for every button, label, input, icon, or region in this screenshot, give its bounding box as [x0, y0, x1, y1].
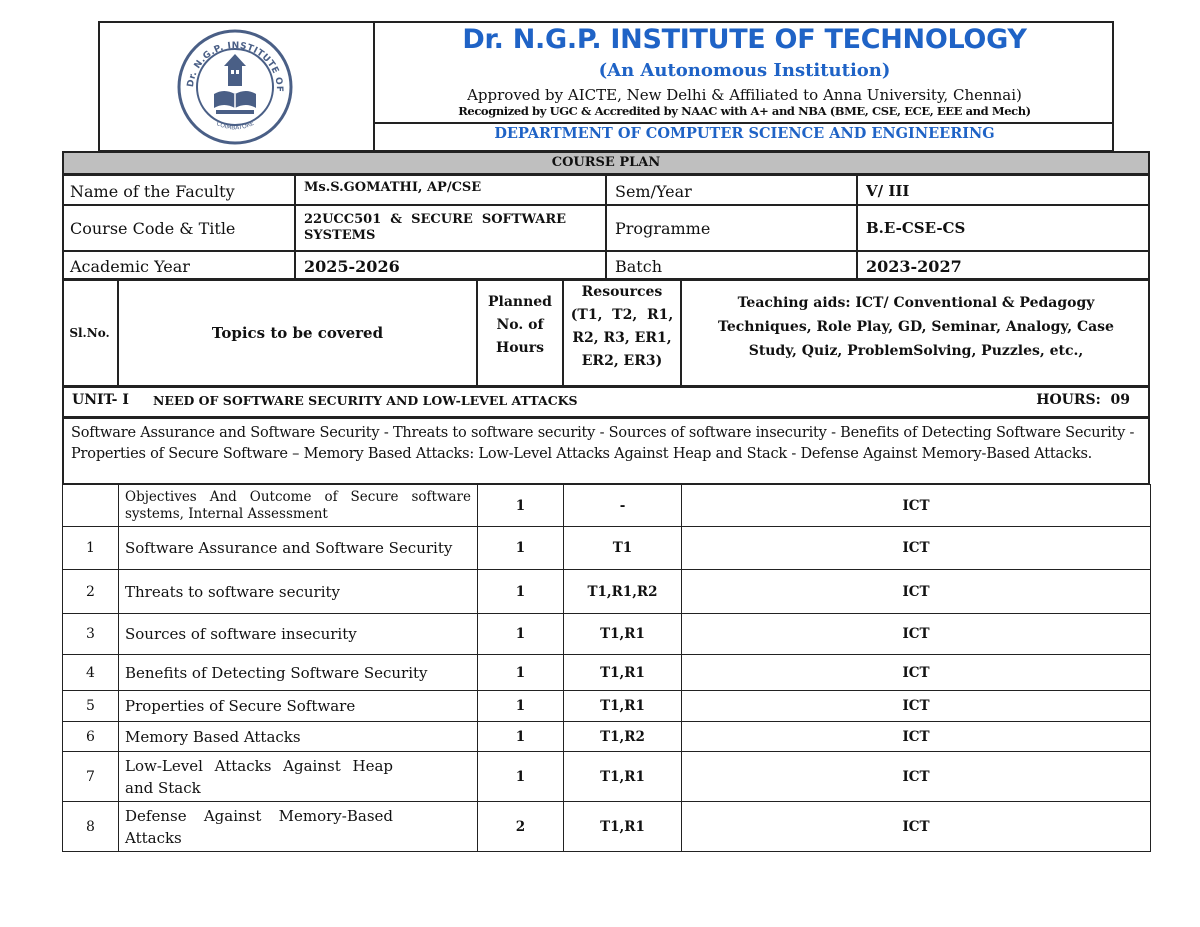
table-row — [63, 691, 1151, 722]
syllabus-row — [62, 417, 1150, 485]
table-row — [63, 485, 1151, 527]
institute-name: Dr. N.G.P. INSTITUTE OF TECHNOLOGY — [462, 24, 1027, 55]
col-resources-line-1: Resources — [581, 284, 663, 300]
unit-title: NEED OF SOFTWARE SECURITY AND LOW-LEVEL ATTACKS — [153, 393, 578, 408]
logo-seal-icon — [176, 28, 294, 146]
table-row — [63, 655, 1151, 691]
row-teaching-aid: ICT — [682, 570, 1151, 614]
row-hours: 1 — [478, 655, 564, 691]
syllabus-text: Software Assurance and Software Security - Threats to software security - Sources of software insecurity - Benefits of Detecting Software Security - Properties of Secure Software – Memory Based Attacks: Low-Level Attacks Against Heap and Stack - Defense Against Memory-Based Attacks. — [71, 425, 1135, 462]
batch-label: Batch — [615, 256, 662, 276]
row-hours: 1 — [478, 570, 564, 614]
row-resources: T1,R2 — [564, 722, 682, 752]
row-hours: 1 — [478, 614, 564, 655]
col-resources-line-4: ER2, ER3) — [581, 353, 663, 369]
row-topic: Properties of Secure Software — [119, 691, 478, 722]
row-slno: 4 — [63, 655, 119, 691]
row-slno: 7 — [63, 752, 119, 802]
row-slno: 3 — [63, 614, 119, 655]
course-value-line-2: SYSTEMS — [304, 228, 376, 243]
row-hours: 1 — [478, 691, 564, 722]
row-slno: 6 — [63, 722, 119, 752]
unit-label: UNIT- I — [72, 392, 129, 408]
row-slno: 1 — [63, 527, 119, 570]
table-row — [63, 570, 1151, 614]
header-titles — [375, 22, 1114, 118]
row-resources: T1,R1 — [564, 802, 682, 852]
col-planned-line-1: Planned — [488, 294, 552, 310]
row-topic: Low-Level Attacks Against Heap and Stack — [119, 752, 478, 802]
col-aids-line-2: Techniques, Role Play, GD, Seminar, Analogy, Case — [718, 319, 1114, 335]
row-slno — [63, 485, 119, 527]
row-resources: T1,R1,R2 — [564, 570, 682, 614]
row-slno: 2 — [63, 570, 119, 614]
row-teaching-aid: ICT — [682, 527, 1151, 570]
table-row — [63, 722, 1151, 752]
row-slno: 8 — [63, 802, 119, 852]
academic-year-value: 2025-2026 — [304, 256, 400, 276]
sem-value: V/ III — [866, 182, 910, 200]
row-slno: 5 — [63, 691, 119, 722]
unit-row — [62, 386, 1150, 418]
academic-year-label: Academic Year — [70, 256, 190, 276]
row-teaching-aid: ICT — [682, 655, 1151, 691]
row-resources: T1,R1 — [564, 655, 682, 691]
col-resources — [564, 281, 680, 373]
faculty-value: Ms.S.GOMATHI, AP/CSE — [304, 180, 482, 195]
col-aids-line-3: Study, Quiz, ProblemSolving, Puzzles, etc., — [748, 343, 1084, 359]
row-resources: T1,R1 — [564, 614, 682, 655]
row-topic: Defense Against Memory-Based Attacks — [119, 802, 478, 852]
row-resources: - — [564, 485, 682, 527]
table-row — [63, 752, 1151, 802]
row-teaching-aid: ICT — [682, 802, 1151, 852]
row-hours: 1 — [478, 722, 564, 752]
col-resources-line-2: (T1, T2, R1, — [570, 307, 674, 323]
col-teaching-aids — [682, 291, 1150, 363]
row-topic: Objectives And Outcome of Secure software systems, Internal Assessment — [119, 485, 478, 527]
row-topic: Threats to software security — [119, 570, 478, 614]
faculty-label: Name of the Faculty — [70, 181, 235, 201]
row-resources: T1,R1 — [564, 691, 682, 722]
row-hours: 1 — [478, 485, 564, 527]
header-dept-rule — [373, 122, 1114, 124]
approved-line: Approved by AICTE, New Delhi & Affiliated to Anna University, Chennai) — [467, 86, 1022, 104]
topics-table — [62, 484, 1151, 852]
info-grid — [62, 174, 1150, 280]
course-label: Course Code & Title — [70, 218, 236, 238]
col-planned — [478, 291, 562, 360]
table-row — [63, 527, 1151, 570]
row-resources: T1 — [564, 527, 682, 570]
recognized-line: Recognized by UGC & Accredited by NAAC with A+ and NBA (BME, CSE, ECE, EEE and Mech) — [458, 104, 1031, 118]
row-topic: Software Assurance and Software Security — [119, 527, 478, 570]
row-teaching-aid: ICT — [682, 691, 1151, 722]
department-name: DEPARTMENT OF COMPUTER SCIENCE AND ENGINEERING — [494, 125, 995, 142]
row-teaching-aid: ICT — [682, 614, 1151, 655]
course-plan-title: COURSE PLAN — [551, 155, 661, 170]
course-value-line-1: 22UCC501 & SECURE SOFTWARE — [304, 212, 567, 227]
row-hours: 2 — [478, 802, 564, 852]
course-plan-bar — [62, 151, 1150, 175]
table-row — [63, 802, 1151, 852]
col-planned-line-3: Hours — [495, 340, 544, 356]
table-row — [63, 614, 1151, 655]
logo-ring-text: Dr. N.G.P. INSTITUTE OF — [185, 40, 285, 93]
column-header-row — [62, 279, 1150, 387]
row-teaching-aid: ICT — [682, 722, 1151, 752]
institute-logo — [176, 28, 294, 146]
col-aids-line-1: Teaching aids: ICT/ Conventional & Pedagogy — [737, 295, 1095, 311]
row-topic: Benefits of Detecting Software Security — [119, 655, 478, 691]
unit-hours: HOURS: 09 — [1036, 392, 1130, 408]
row-hours: 1 — [478, 527, 564, 570]
row-hours: 1 — [478, 752, 564, 802]
sem-label: Sem/Year — [615, 181, 692, 201]
col-topics: Topics to be covered — [211, 324, 384, 342]
logo-bottom-text: COIMBATORE — [215, 119, 256, 132]
row-teaching-aid: ICT — [682, 752, 1151, 802]
row-topic: Sources of software insecurity — [119, 614, 478, 655]
col-planned-line-2: No. of — [496, 317, 544, 333]
col-resources-line-3: R2, R3, ER1, — [572, 330, 672, 346]
col-slno: Sl.No. — [69, 326, 110, 340]
row-resources: T1,R1 — [564, 752, 682, 802]
row-topic: Memory Based Attacks — [119, 722, 478, 752]
autonomous-line: (An Autonomous Institution) — [598, 60, 891, 81]
row-teaching-aid: ICT — [682, 485, 1151, 527]
programme-label: Programme — [615, 218, 711, 238]
programme-value: B.E-CSE-CS — [866, 219, 966, 237]
course-value — [304, 212, 604, 244]
batch-value: 2023-2027 — [866, 256, 962, 276]
